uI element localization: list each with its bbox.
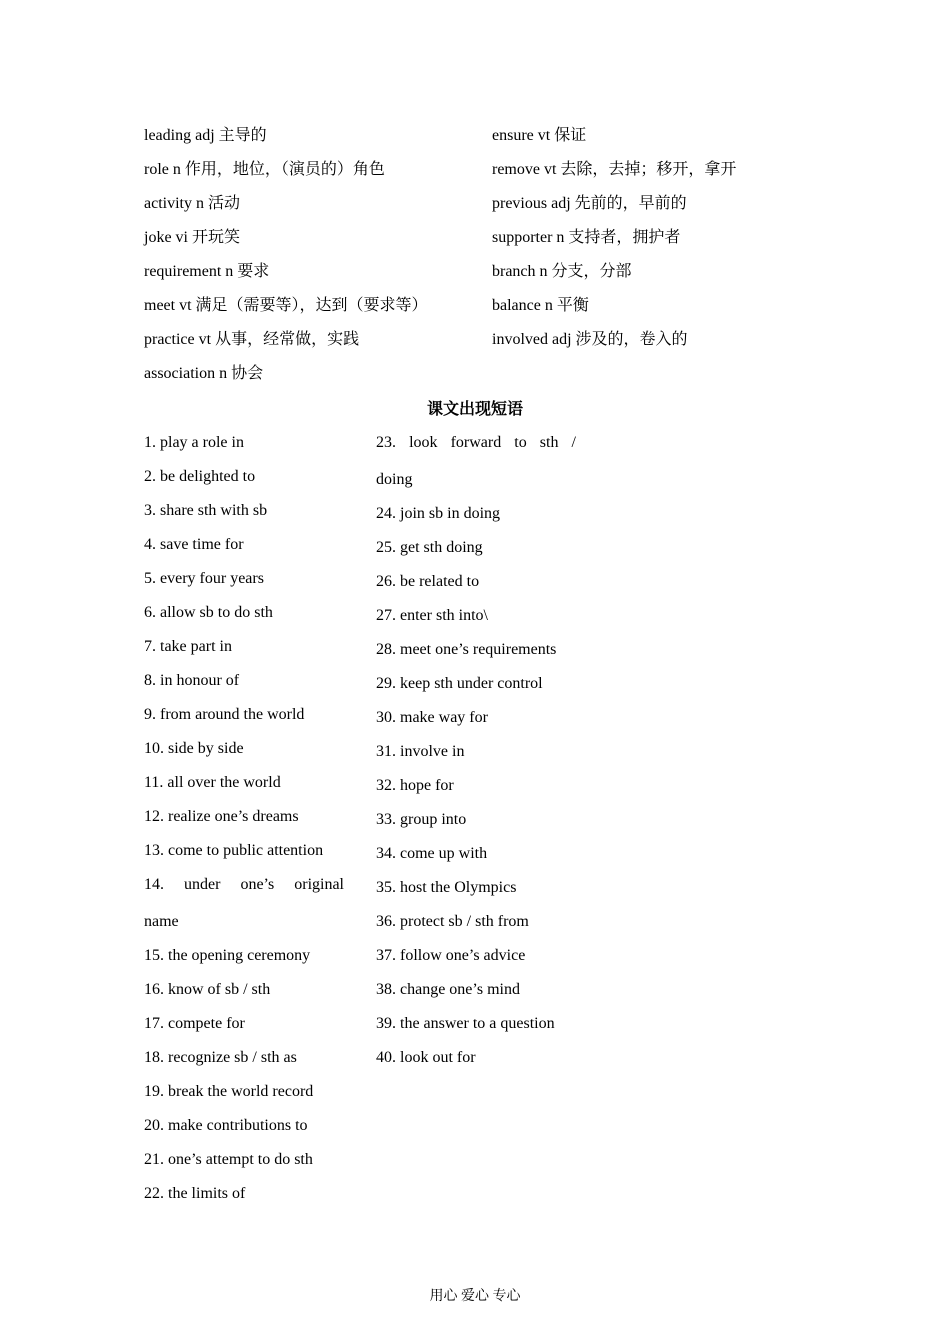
phrase-item: 7. take part in [144, 638, 232, 655]
phrase-item: 10. side by side [144, 740, 244, 757]
phrase-line-1: 23. look forward to sth / [376, 434, 576, 451]
page-footer: 用心 爱心 专心 [429, 1289, 521, 1304]
phrase-item: 40. look out for [376, 1049, 476, 1066]
phrase-item: 34. come up with [376, 845, 488, 862]
phrase-item: 18. recognize sb / sth as [144, 1049, 297, 1066]
phrase-item: 13. come to public attention [144, 842, 324, 859]
phrase-item: 9. from around the world [144, 706, 305, 723]
phrase-item: 22. the limits of [144, 1185, 246, 1202]
phrase-line-1: 14. under one’s original [144, 876, 344, 893]
phrase-item: 16. know of sb / sth [144, 981, 271, 998]
vocab-item: association n 协会 [144, 365, 264, 382]
vocab-item: requirement n 要求 [144, 263, 270, 280]
phrase-item: 29. keep sth under control [376, 675, 543, 692]
phrase-line-2: doing [376, 471, 413, 488]
phrase-list-left [144, 431, 344, 1216]
vocab-item: supporter n 支持者，拥护者 [492, 229, 681, 246]
vocab-item: practice vt 从事，经常做，实践 [144, 331, 360, 348]
phrase-line-2: name [144, 913, 179, 930]
phrase-item: 4. save time for [144, 536, 244, 553]
phrase-item-wrapped [376, 431, 576, 502]
vocab-item: branch n 分支，分部 [492, 263, 632, 280]
vocab-item: balance n 平衡 [492, 297, 589, 314]
phrase-item: 1. play a role in [144, 434, 244, 451]
phrase-item: 8. in honour of [144, 672, 240, 689]
phrase-item: 20. make contributions to [144, 1117, 308, 1134]
phrase-item: 11. all over the world [144, 774, 281, 791]
phrase-item: 3. share sth with sb [144, 502, 268, 519]
phrase-item: 21. one’s attempt to do sth [144, 1151, 313, 1168]
phrase-item: 39. the answer to a question [376, 1015, 555, 1032]
vocab-item: involved adj 涉及的，卷入的 [492, 331, 688, 348]
vocabulary-column-left [144, 124, 428, 396]
vocab-item: remove vt 去除，去掉；移开，拿开 [492, 161, 737, 178]
phrase-item: 25. get sth doing [376, 539, 483, 556]
phrase-item: 36. protect sb / sth from [376, 913, 529, 930]
phrase-item: 24. join sb in doing [376, 505, 501, 522]
phrase-item: 6. allow sb to do sth [144, 604, 273, 621]
phrase-item: 37. follow one’s advice [376, 947, 526, 964]
vocab-item: previous adj 先前的，早前的 [492, 195, 687, 212]
section-title: 课文出现短语 [426, 401, 523, 418]
phrase-item: 35. host the Olympics [376, 879, 517, 896]
phrase-item-wrapped [144, 873, 344, 944]
vocab-item: activity n 活动 [144, 195, 240, 212]
vocab-item: meet vt 满足（需要等），达到（要求等） [144, 297, 428, 314]
phrase-item: 27. enter sth into\ [376, 607, 488, 624]
vocabulary-column-right [492, 124, 736, 362]
phrase-list-right [376, 431, 576, 1080]
phrase-item: 30. make way for [376, 709, 488, 726]
vocab-item: leading adj 主导的 [144, 127, 267, 144]
phrase-item: 38. change one’s mind [376, 981, 520, 998]
phrase-item: 31. involve in [376, 743, 465, 760]
phrase-item: 2. be delighted to [144, 468, 256, 485]
vocab-item: role n 作用，地位，（演员的）角色 [144, 161, 385, 178]
vocab-item: ensure vt 保证 [492, 127, 587, 144]
phrase-item: 33. group into [376, 811, 467, 828]
vocab-item: joke vi 开玩笑 [144, 229, 240, 246]
phrase-item: 5. every four years [144, 570, 264, 587]
phrase-item: 15. the opening ceremony [144, 947, 311, 964]
phrase-item: 26. be related to [376, 573, 480, 590]
phrase-item: 32. hope for [376, 777, 454, 794]
phrase-item: 28. meet one’s requirements [376, 641, 557, 658]
phrase-item: 17. compete for [144, 1015, 245, 1032]
phrase-item: 12. realize one’s dreams [144, 808, 299, 825]
phrase-item: 19. break the world record [144, 1083, 314, 1100]
